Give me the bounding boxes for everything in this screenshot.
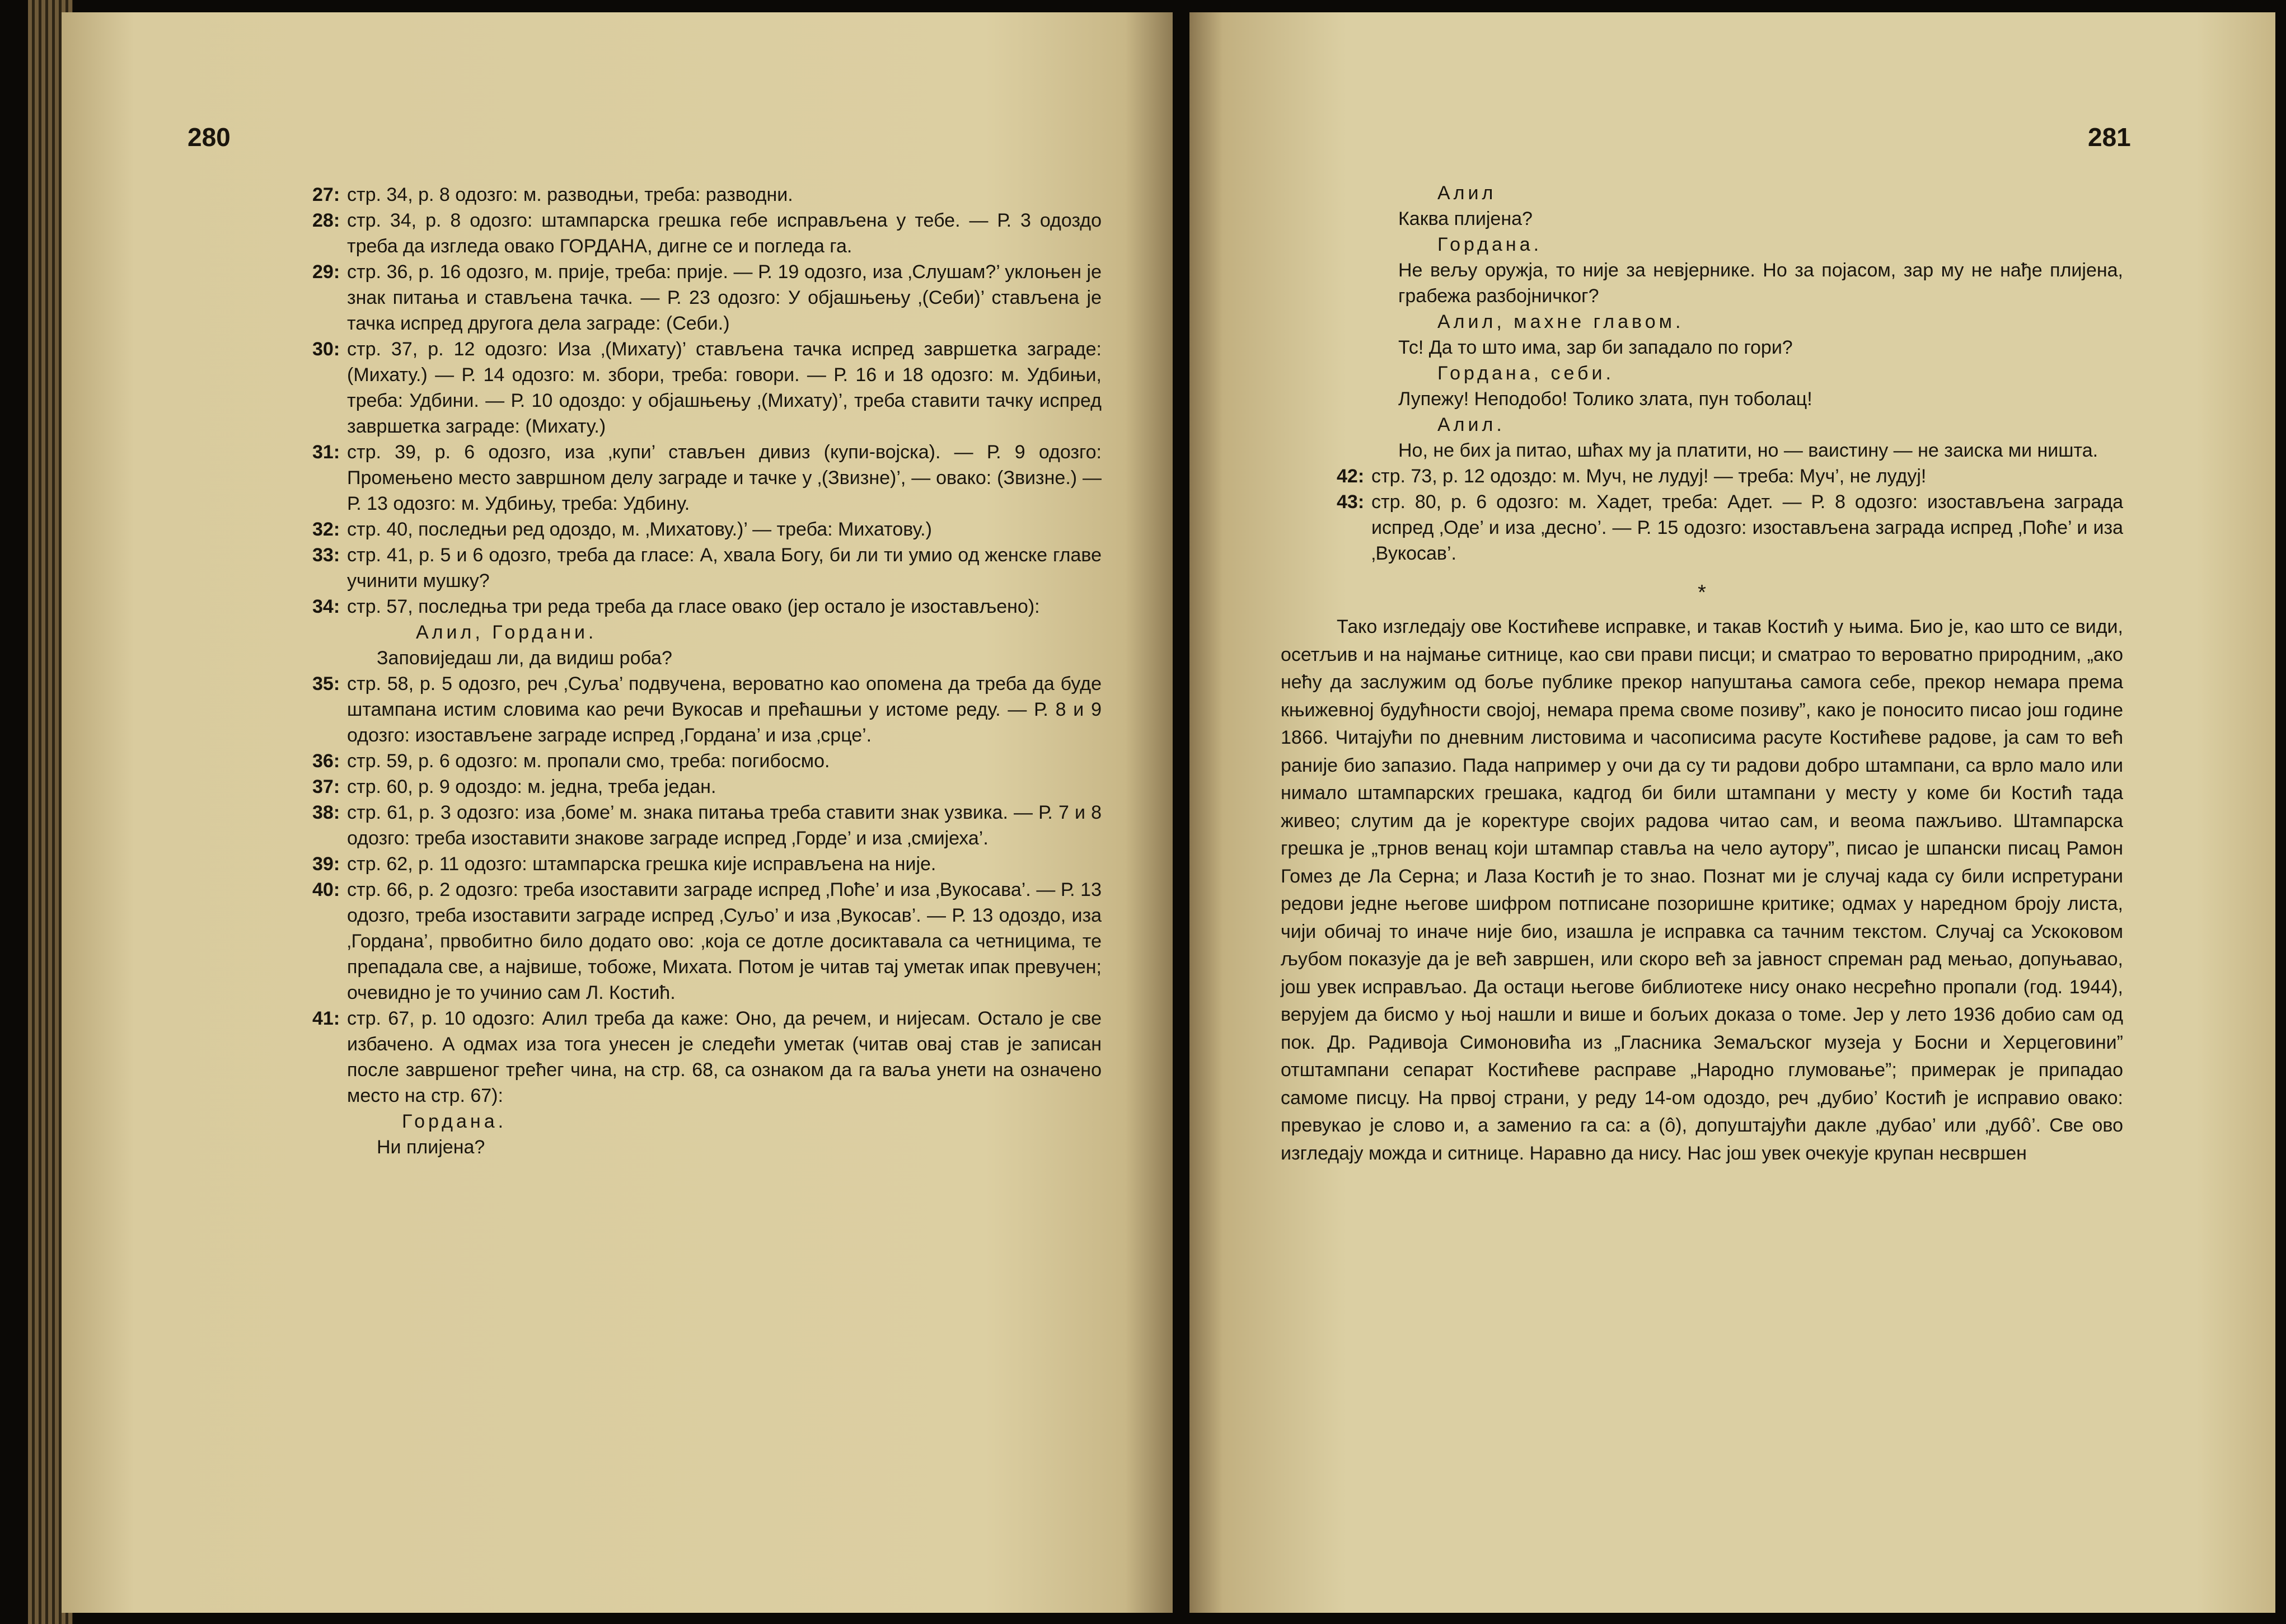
note-33 [312, 542, 1102, 594]
note-number: 38: [312, 802, 340, 823]
note-number: 28: [312, 210, 340, 231]
note-text: стр. 62, р. 11 одозго: штампарска грешка кије исправљена на није. [347, 853, 936, 875]
note-28 [312, 208, 1102, 259]
note-31 [312, 439, 1102, 517]
right-page-text [1281, 180, 2123, 1167]
note-number: 31: [312, 442, 340, 463]
body-paragraph [1281, 613, 2123, 1167]
note-number: 29: [312, 261, 340, 283]
note-text: стр. 40, последњи ред одоздо, м. ‚Михатову.)’ — треба: Михатову.) [347, 519, 932, 540]
note-text: стр. 59, р. 6 одозго: м. пропали смо, треба: погибосмо. [347, 750, 830, 772]
note-text: стр. 80, р. 6 одозго: м. Хадет, треба: Адет. — Р. 8 одозго: изостављена заграда испред ‚Оде’ и иза ‚десно’. — Р. 15 одозго: изостављена заграда испред ‚Поће’ и иза ‚Вукосав’. [1371, 491, 2123, 564]
note-text: стр. 57, последња три реда треба да гласе овако (јер остало је изостављено): [347, 596, 1040, 617]
dialogue-line: Не вељу оружја, то није за невјернике. Но за појасом, зар му не нађе плијена, грабежа разбојничког? [1398, 260, 2123, 307]
note-number: 39: [312, 853, 340, 875]
note-37 [312, 774, 1102, 800]
note-number: 34: [312, 596, 340, 617]
dialogue-line: Лупежу! Неподобо! Толико злата, пун тоболац! [1398, 388, 1812, 410]
note-text: стр. 37, р. 12 одозго: Иза ‚(Михату)’ стављена тачка испред завршетка заграде: (Михату.) — Р. 14 одозго: м. збори, треба: говори. — Р. 16 и 18 одозго: м. Удбињи, треба: Удбини. — Р. 10 одоздо: у објашњењу ‚(Михату)’, треба ставити тачку испред завршетка заграде: (Михату.) [347, 339, 1102, 437]
note-text: стр. 34, р. 8 одозго: м. разводњи, треба: разводни. [347, 184, 793, 205]
left-page-number: 280 [188, 123, 231, 152]
dialogue-speaker: Гордана. [1437, 234, 1543, 255]
note-text: стр. 73, р. 12 одоздо: м. Муч, не лудуј! — треба: Муч’, не лудуј! [1371, 466, 1927, 487]
note-text: стр. 67, р. 10 одозго: Алил треба да каже: Оно, да речем, и нијесам. Остало је све избачено. А одмах иза тога унесен је следећи уметак (читав овај став је записан после завршеног трећег чина, на стр. 68, са ознаком да га ваља унети на означено место на стр. 67): [347, 1008, 1102, 1106]
dialogue-line: Тс! Да то што има, зар би западало по гори? [1398, 337, 1793, 358]
note-number: 27: [312, 184, 340, 205]
paragraph-text: Тако изгледају ове Костићеве исправке, и такав Костић у њима. Био је, као што се види, осетљив и на најмање ситнице, као сви прави писци; и сматрао то вероватно природним, „ако нећу да заслужим од боље публике прекор напуштања самога себе, прекор немара према књижевној будућности својој, немара према своме позиву”, како је поносито писао још године 1866. Читајући по дневним листовима и часописима расуте Костићеве радове, ја сам то већ раније био запазио. Пада например у очи да су ти радови добро штампани, са врло мало или нимало штампарских грешака, кадгод би били штампани у месту у коме би Костић тада живео; слутим да је коректуре својих радова читао сам, и веома пажљиво. Штампарска грешка је „трнов венац који штампар ставља на чело аутору”, писао је шпански писац Рамон Гомез де Ла Серна; и Лаза Костић је то знао. Познат ми је случај када су били испретурани редови једне његове шифром потписане позоришне критике; одмах у наредном броју листа, чији обичај то иначе није био, изашла је исправка са тачним текстом. Случај са Ускоковом љубом показује да је већ завршен, или скоро већ за јавност спреман рад мењао, допуњавао, још увек исправљао. Да остаци његове библиотеке нису онако несрећно пропали (год. 1944), верујем да бисмо у њој нашли и више и бољих доказа о томе. Јер у лето 1936 добио сам од пок. Др. Радивоја Симоновића из „Гласника Земаљског музеја у Босни и Херцеговини” отштампани сепарат Костићеве расправе „Народно глумовање”; примерак је припадао самоме писцу. На првој страни, у реду 14-ом одоздо, реч ‚дубио’ Костић је исправио овако: превукао је слово и, а заменио га са: а (ô), допуштајући дакле ‚дубао’ или ‚дубô’. Све ово изгледају можда и ситнице. Наравно да нису. Нас још увек очекује крупан несвршен [1281, 616, 2123, 1164]
note-27 [312, 182, 1102, 208]
note-number: 41: [312, 1008, 340, 1029]
dialogue-line: Заповиједаш ли, да видиш роба? [377, 647, 672, 669]
dialogue-speaker: Алил, Гордани. [416, 622, 597, 643]
dialogue-speaker: Алил [1437, 182, 1497, 204]
note-number: 40: [312, 879, 340, 900]
note-43 [1281, 489, 2123, 566]
note-number: 32: [312, 519, 340, 540]
note-36 [312, 748, 1102, 774]
dialogue-speaker: Алил. [1437, 414, 1505, 435]
note-29 [312, 259, 1102, 336]
note-39 [312, 851, 1102, 877]
note-text: стр. 60, р. 9 одоздо: м. једна, треба један. [347, 776, 716, 797]
note-number: 33: [312, 545, 340, 566]
note-text: стр. 36, р. 16 одозго, м. пријe, треба: прије. — Р. 19 одозго, иза ‚Слушам?’ уклоњен је знак питања и стављена тачка. — Р. 23 одозго: У објашњењу ‚(Себи)’ стављена је тачка испред другога дела заграде: (Себи.) [347, 261, 1102, 334]
note-number: 36: [312, 750, 340, 772]
section-separator: * [1698, 581, 1706, 604]
note-text: стр. 66, р. 2 одозго: треба изоставити заграде испред ‚Поће’ и иза ‚Вукосава’. — Р. 13 одозго, треба изоставити заграде испред ‚Суљо’ и иза ‚Вукосав’. — Р. 13 одоздо, иза ‚Гордана’, првобитно било додато ово: ‚која се дотле досиктавала са четницима, те препадала све, а највише, тобоже, Михата. Потом је читав тај уметак ипак превучен; очевидно је то учинио сам Л. Костић. [347, 879, 1102, 1003]
note-32 [312, 517, 1102, 542]
note-30 [312, 336, 1102, 439]
note-40 [312, 877, 1102, 1006]
note-number: 35: [312, 673, 340, 694]
note-35 [312, 671, 1102, 748]
dialogue-line: Ни плијена? [377, 1137, 485, 1158]
note-number: 37: [312, 776, 340, 797]
left-page-text [312, 182, 1102, 1160]
note-number: 30: [312, 339, 340, 360]
note-text: стр. 41, р. 5 и 6 одозго, треба да гласе: А, хвала Богу, би ли ти умио од женске главе учинити мушку? [347, 545, 1102, 592]
dialogue-speaker: Гордана. [402, 1111, 507, 1132]
note-38 [312, 800, 1102, 851]
note-text: стр. 34, р. 8 одозго: штампарска грешка гебе исправљена у тебе. — Р. 3 одоздо треба да изгледа овако ГОРДАНА, дигне се и погледа га. [347, 210, 1102, 257]
note-text: стр. 61, р. 3 одозго: иза ‚боме’ м. знака питања треба ставити знак узвика. — Р. 7 и 8 одозго: треба изоставити знакове заграде испред ‚Горде’ и иза ‚смијеха’. [347, 802, 1102, 849]
dialogue-line: Но, не бих ја питао, шћах му ја платити, но — ваистину — не заиска ми ништа. [1398, 440, 2098, 461]
note-number: 42: [1337, 466, 1365, 487]
note-text: стр. 39, р. 6 одозго, иза ‚купи’ стављен дивиз (купи-војска). — Р. 9 одозго: Промењено место завршном делу заграде и тачке у ‚(Звизне)’, — овако: (Звизне.) — Р. 13 одозго: м. Удбињу, треба: Удбину. [347, 442, 1102, 514]
note-number: 43: [1337, 491, 1365, 513]
dialogue-speaker: Алил, махне главом. [1437, 311, 1684, 332]
note-41 [312, 1006, 1102, 1109]
note-42 [1281, 463, 2123, 489]
dialogue-speaker: Гордана, себи. [1437, 363, 1614, 384]
note-text: стр. 58, р. 5 одозго, реч ‚Суља’ подвучена, вероватно као опомена да треба да буде штампана истим словима као речи Вукосав и прећашњи у истоме реду. — Р. 8 и 9 одозго: изостављене заграде испред ‚Гордана’ и иза ‚срце’. [347, 673, 1102, 746]
dialogue-line: Каква плијена? [1398, 208, 1533, 229]
note-34 [312, 594, 1102, 619]
right-page-number: 281 [2088, 123, 2131, 152]
